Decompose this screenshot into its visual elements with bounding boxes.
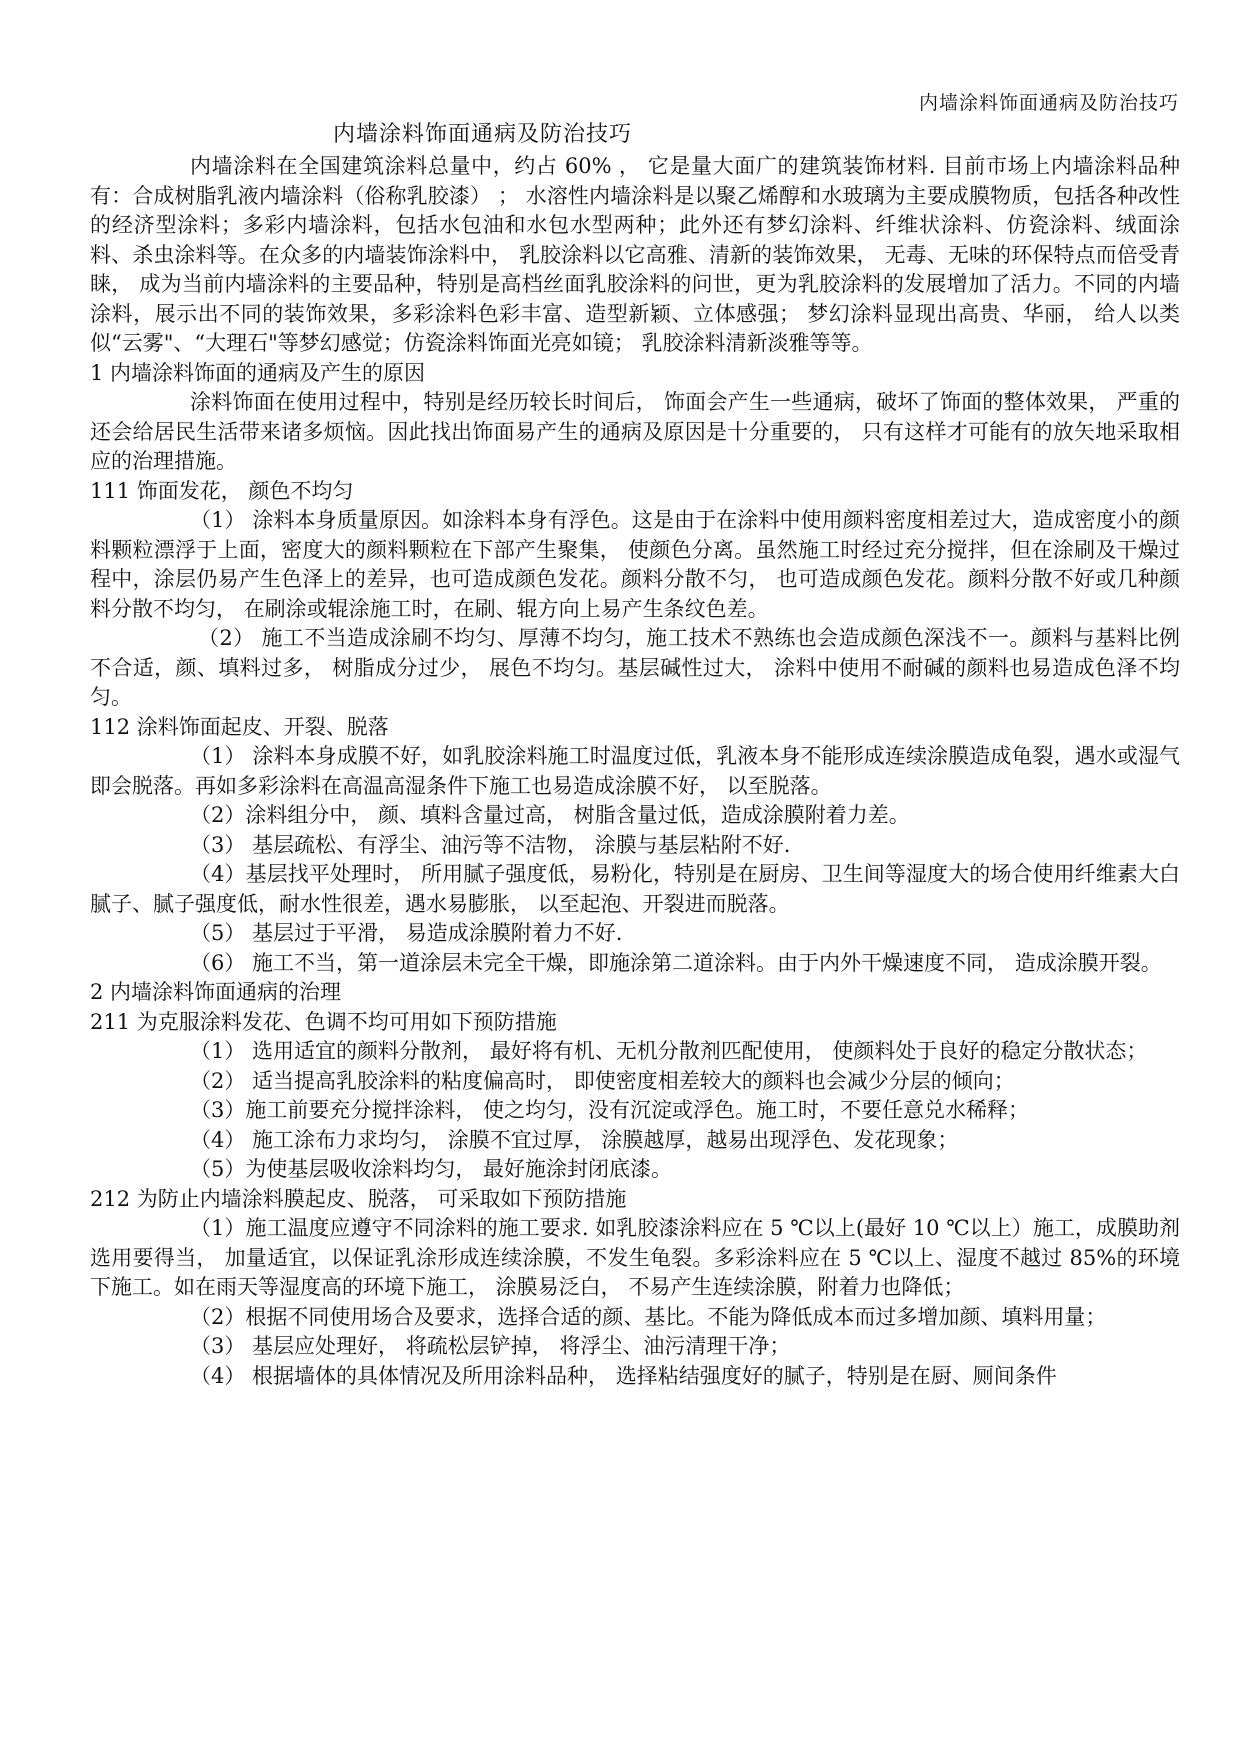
body-paragraph: （1）施工温度应遵守不同涂料的施工要求. 如乳胶漆涂料应在 5 ℃以上(最好 10 ℃以上）施工，成膜助剂选用要得当， 加量适宜，以保证乳涂形成连续涂膜，不发生龟裂。多彩涂料应在 5 ℃以上、湿度不越过 85%的环境下施工。如在雨天等湿度高的环境下施工， 涂膜易泛白， 不易产生连续涂膜，附着力也降低； (90, 1216, 1180, 1299)
body-paragraph: （4）基层找平处理时， 所用腻子强度低，易粉化，特别是在厨房、卫生间等湿度大的场合使用纤维素大白腻子、腻子强度低，耐水性很差，遇水易膨胀， 以至起泡、开裂进而脱落。 (90, 862, 1180, 916)
page-title: 内墙涂料饰面通病及防治技巧 (333, 122, 633, 147)
body-paragraph: （4） 施工涂布力求均匀， 涂膜不宜过厚， 涂膜越厚，越易出现浮色、发花现象； (190, 1127, 959, 1152)
body-paragraph: （1） 涂料本身成膜不好，如乳胶涂料施工时温度过低，乳液本身不能形成连续涂膜造成龟裂，遇水或湿气即会脱落。再如多彩涂料在高温高湿条件下施工也易造成涂膜不好， 以至脱落。 (90, 744, 1180, 798)
body-paragraph: （2）涂料组分中， 颜、填料含量过高， 树脂含量过低，造成涂膜附着力差。 (190, 803, 910, 827)
body-paragraph: （2） 适当提高乳胶涂料的粘度偏高时， 即使密度相差较大的颜料也会减少分层的倾向； (190, 1068, 1015, 1093)
body-paragraph: （4） 根据墙体的具体情况及所用涂料品种， 选择粘结强度好的腻子，特别是在厨、厕间条件 (190, 1363, 1057, 1388)
body-paragraph: （3）施工前要充分搅拌涂料， 使之均匀，没有沉淀或浮色。施工时，不要任意兑水稀释； (190, 1098, 1030, 1122)
body-text (90, 152, 1180, 1391)
section-heading: 2 内墙涂料饰面通病的治理 (90, 980, 342, 1004)
body-paragraph: （5） 基层过于平滑， 易造成涂膜附着力不好. (190, 921, 623, 945)
section-heading: 212 为防止内墙涂料膜起皮、脱落， 可采取如下预防措施 (90, 1186, 627, 1211)
body-paragraph: （6） 施工不当，第一道涂层未完全干燥，即施涂第二道涂料。由于内外干燥速度不同， 造成涂膜开裂。 (190, 950, 1162, 975)
body-paragraph: 内墙涂料在全国建筑涂料总量中，约占 60% ， 它是量大面广的建筑装饰材料. 目前市场上内墙涂料品种有：合成树脂乳液内墙涂料（俗称乳胶漆） ； 水溶性内墙涂料是以聚乙烯醇和水玻璃为主要成膜物质，包括各种改性的经济型涂料；多彩内墙涂料，包括水包油和水包水型两种；此外还有梦幻涂料、纤维状涂料、仿瓷涂料、绒面涂料、杀虫涂料等。在众多的内墙装饰涂料中， 乳胶涂料以它高雅、清新的装饰效果， 无毒、无味的环保特点而倍受青睐， 成为当前内墙涂料的主要品种，特别是高档丝面乳胶涂料的问世，更为乳胶涂料的发展增加了活力。不同的内墙涂料，展示出不同的装饰效果，多彩涂料色彩丰富、造型新颖、立体感强； 梦幻涂料显现出高贵、华丽， 给人以类似“云雾"、“大理石"等梦幻感觉；仿瓷涂料饰面光亮如镜； 乳胶涂料清新淡雅等等。 (90, 154, 1180, 355)
running-header: 内墙涂料饰面通病及防治技巧 (918, 92, 1179, 114)
body-paragraph: （1） 选用适宜的颜料分散剂， 最好将有机、无机分散剂匹配使用， 使颜料处于良好的稳定分散状态； (190, 1039, 1148, 1063)
body-paragraph: （2） 施工不当造成涂刷不均匀、厚薄不均匀，施工技术不熟练也会造成颜色深浅不一。颜料与基料比例不合适，颜、填料过多， 树脂成分过少， 展色不均匀。基层碱性过大， 涂料中使用不耐碱的颜料也易造成色泽不均匀。 (90, 626, 1180, 709)
section-heading: 1 内墙涂料饰面的通病及产生的原因 (90, 360, 426, 385)
body-paragraph: （1） 涂料本身质量原因。如涂料本身有浮色。这是由于在涂料中使用颜料密度相差过大，造成密度小的颜料颗粒漂浮于上面，密度大的颜料颗粒在下部产生聚集， 使颜色分离。虽然施工时经过充分搅拌，但在涂刷及干燥过程中，涂层仍易产生色泽上的差异，也可造成颜色发花。颜料分散不匀， 也可造成颜色发花。颜料分散不好或几种颜料分散不均匀， 在刷涂或辊涂施工时，在刷、辊方向上易产生条纹色差。 (90, 508, 1180, 621)
body-paragraph: 涂料饰面在使用过程中，特别是经历较长时间后， 饰面会产生一些通病，破坏了饰面的整体效果， 严重的还会给居民生活带来诸多烦恼。因此找出饰面易产生的通病及原因是十分重要的， 只有这样才可能有的放矢地采取相应的治理措施。 (90, 390, 1180, 473)
section-heading: 111 饰面发花， 颜色不均匀 (90, 478, 354, 503)
section-heading: 112 涂料饰面起皮、开裂、脱落 (90, 714, 389, 739)
section-heading: 211 为克服涂料发花、色调不均可用如下预防措施 (90, 1009, 557, 1034)
body-paragraph: （5）为使基层吸收涂料均匀， 最好施涂封闭底漆。 (190, 1157, 673, 1181)
body-paragraph: （3） 基层疏松、有浮尘、油污等不洁物， 涂膜与基层粘附不好. (190, 832, 791, 857)
body-paragraph: （3） 基层应处理好， 将疏松层铲掉， 将浮尘、油污清理干净； (190, 1334, 791, 1358)
body-paragraph: （2）根据不同使用场合及要求，选择合适的颜、基比。不能为降低成本而过多增加颜、填料用量； (190, 1304, 1107, 1329)
